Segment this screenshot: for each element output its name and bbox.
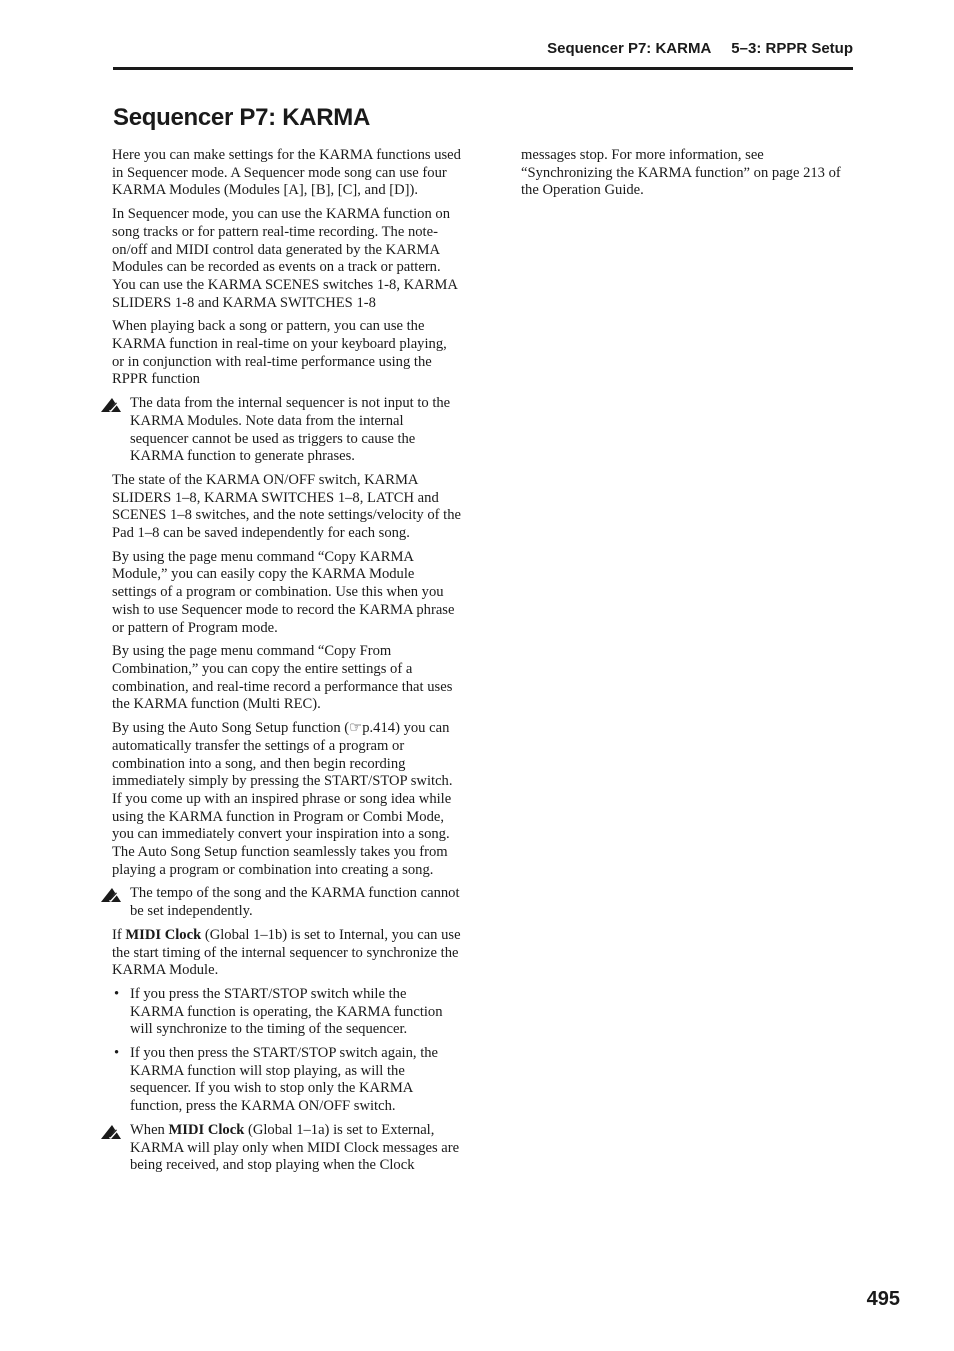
text-run: (Global 1–1a) is set to External, KARMA will play only when MIDI Clock messages are being received, and stop playing when the Clock [130,1121,460,1174]
list-item-text: If you then press the START/STOP switch again, the KARMA function will stop playing, as will the sequencer. If you wish to stop only the KARMA function, press the KARMA ON/OFF switch. [130,1045,439,1115]
parameter-name: MIDI Clock [168,1121,245,1138]
list-item [112,1045,462,1116]
paragraph: By using the page menu command “Copy KARMA Module,” you can easily copy the KARMA Module settings of a program or combination. Use this when you wish to use Sequencer mode to record the KARMA phrase or pattern of Program mode. [112,548,455,636]
paragraph: messages stop. For more information, see “Synchronizing the KARMA function” on page 213 of the Operation Guide. [521,147,841,199]
warning-pencil-icon [100,397,122,413]
paragraph: When playing back a song or pattern, you can use the KARMA function in real-time on your keyboard playing, or in conjunction with real-time performance using the RPPR function [112,318,447,388]
text-run: (Global 1–1b) is set to Internal, you can use the start timing of the internal sequencer to synchronize the KARMA Module. [112,926,461,979]
paragraph: In Sequencer mode, you can use the KARMA function on song tracks or for pattern real-time recording. The note-on/off and MIDI control data generated by the KARMA Modules can be recorded as events on a track or pattern. You can use the KARMA SCENES switches 1-8, KARMA SLIDERS 1-8 and KARMA SWITCHES 1-8 [112,206,458,311]
parameter-name: MIDI Clock [125,926,202,943]
header-rule [113,67,853,70]
page-number: 495 [866,1288,900,1310]
text-run: When [130,1121,169,1138]
note-text: The data from the internal sequencer is not input to the KARMA Modules. Note data from the internal sequencer cannot be used as triggers to cause the KARMA function to generate phrases. [130,395,451,465]
list-item [112,986,462,1039]
bullet-marker: • [114,1045,120,1062]
note-block [112,885,462,920]
note-block [112,395,462,466]
text-run: If [112,926,126,943]
warning-pencil-icon [100,1124,122,1140]
left-column [112,147,462,1181]
paragraph: The state of the KARMA ON/OFF switch, KARMA SLIDERS 1–8, KARMA SWITCHES 1–8, LATCH and SCENES 1–8 switches, and the note settings/velocity of the Pad 1–8 can be saved independently for each song. [112,471,461,542]
paragraph [112,927,462,980]
running-header [113,40,853,66]
paragraph: By using the page menu command “Copy From Combination,” you can copy the entire settings of a combination, and real-time record a performance that uses the KARMA function (Multi REC). [112,643,453,713]
page-title: Sequencer P7: KARMA [113,104,371,131]
header-subsection: 5–3: RPPR Setup [731,40,853,57]
paragraph: By using the Auto Song Setup function (☞p.414) you can automatically transfer the settings of a program or combination into a song, and then begin recording immediately simply by pressing the START/STOP switch. If you come up with an inspired phrase or song idea while using the KARMA function in Program or Combi Mode, you can immediately convert your inspiration into a song. The Auto Song Setup function seamlessly takes you from playing a program or combination into creating a song. [112,720,453,878]
note-text: The tempo of the song and the KARMA function cannot be set independently. [130,885,460,920]
note-block [112,1122,462,1175]
header-section: Sequencer P7: KARMA [547,40,712,57]
bullet-marker: • [114,985,120,1002]
paragraph: Here you can make settings for the KARMA functions used in Sequencer mode. A Sequencer mode song can use four KARMA Modules (Modules [A], [B], [C], and [D]). [112,147,461,199]
list-item-text: If you press the START/STOP switch while the KARMA function is operating, the KARMA function will synchronize to the timing of the sequencer. [130,985,443,1038]
right-column [521,147,856,206]
warning-pencil-icon [100,887,122,903]
